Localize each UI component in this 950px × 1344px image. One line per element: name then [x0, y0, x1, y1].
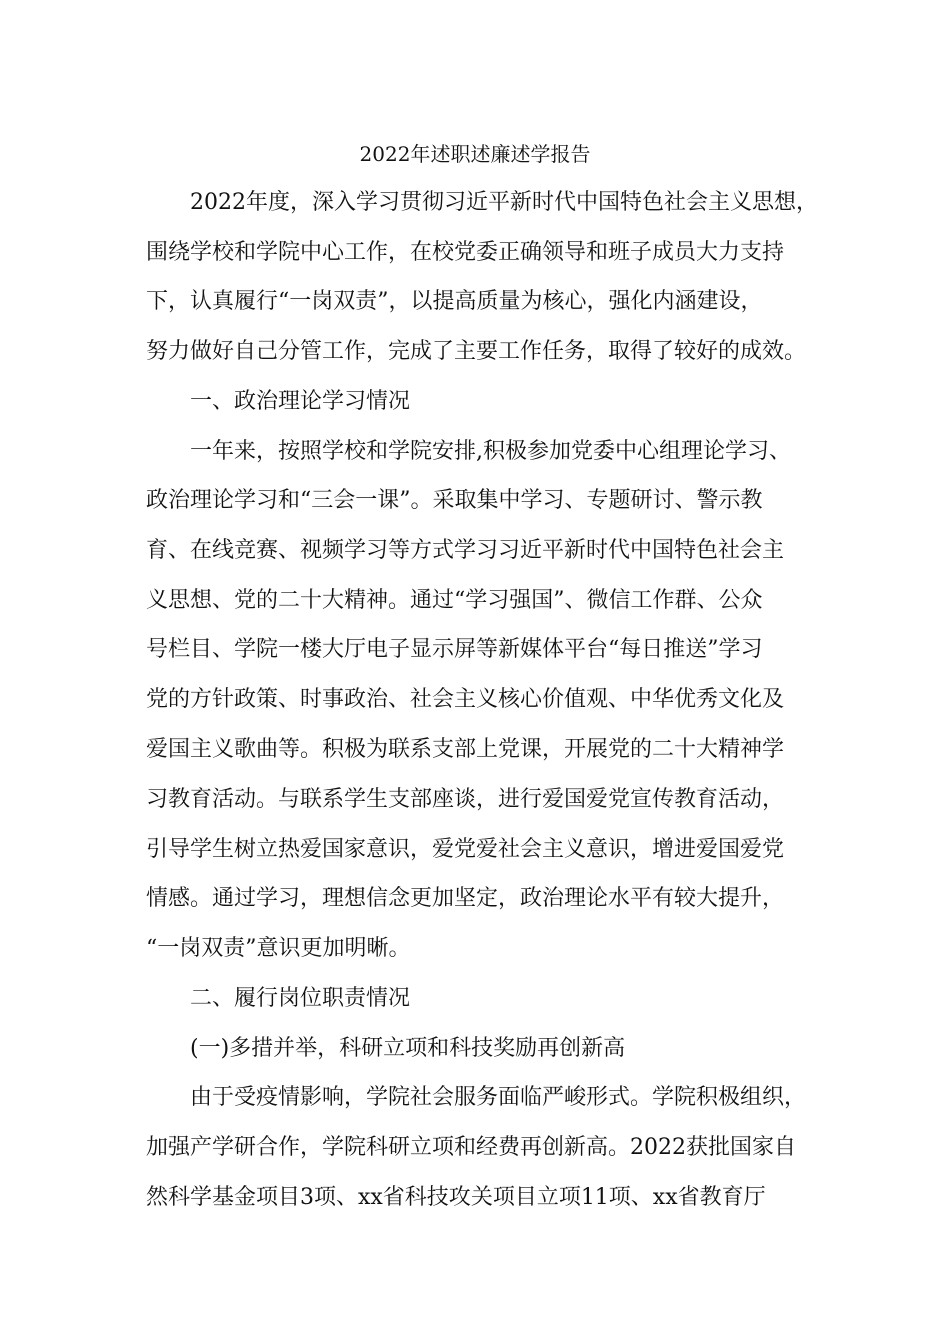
document-title: 2022年述职述廉述学报告: [359, 142, 591, 166]
paragraph-line: 育、在线竞赛、视频学习等方式学习习近平新时代中国特色社会主: [146, 538, 785, 563]
section-heading: 二、履行岗位职责情况: [190, 986, 411, 1011]
paragraph-line: 义思想、党的二十大精神。通过“学习强国”、微信工作群、公众: [146, 588, 763, 613]
paragraph-line: 然科学基金项目3项、xx省科技攻关项目立项11项、xx省教育厅: [146, 1185, 766, 1210]
paragraph-line: 2022年度，深入学习贯彻习近平新时代中国特色社会主义思想，: [190, 190, 818, 215]
paragraph-line: “一岗双责”意识更加明晰。: [146, 936, 411, 961]
paragraph-line: 习教育活动。与联系学生支部座谈，进行爱国爱党宣传教育活动，: [146, 787, 785, 812]
section-heading: 一、政治理论学习情况: [190, 389, 411, 414]
paragraph-line: 下，认真履行“一岗双责”，以提高质量为核心，强化内涵建设，: [146, 289, 763, 314]
paragraph-line: 围绕学校和学院中心工作，在校党委正确领导和班子成员大力支持: [146, 240, 785, 265]
paragraph-line: 党的方针政策、时事政治、社会主义核心价值观、中华优秀文化及: [146, 687, 785, 712]
subsection-heading: (一)多措并举，科研立项和科技奖励再创新高: [190, 1036, 626, 1061]
paragraph-line: 努力做好自己分管工作，完成了主要工作任务，取得了较好的成效。: [146, 339, 807, 364]
paragraph-line: 由于受疫情影响，学院社会服务面临严峻形式。学院积极组织，: [190, 1085, 807, 1110]
paragraph-line: 一年来，按照学校和学院安排,积极参加党委中心组理论学习、: [190, 439, 791, 464]
paragraph-line: 爱国主义歌曲等。积极为联系支部上党课，开展党的二十大精神学: [146, 737, 785, 762]
paragraph-line: 引导学生树立热爱国家意识，爱党爱社会主义意识，增进爱国爱党: [146, 837, 785, 862]
paragraph-line: 政治理论学习和“三会一课”。采取集中学习、专题研讨、警示教: [146, 488, 763, 513]
paragraph-line: 号栏目、学院一楼大厅电子显示屏等新媒体平台“每日推送”学习: [146, 637, 763, 662]
paragraph-line: 加强产学研合作，学院科研立项和经费再创新高。2022获批国家自: [146, 1135, 796, 1160]
paragraph-line: 情感。通过学习，理想信念更加坚定，政治理论水平有较大提升，: [146, 886, 785, 911]
